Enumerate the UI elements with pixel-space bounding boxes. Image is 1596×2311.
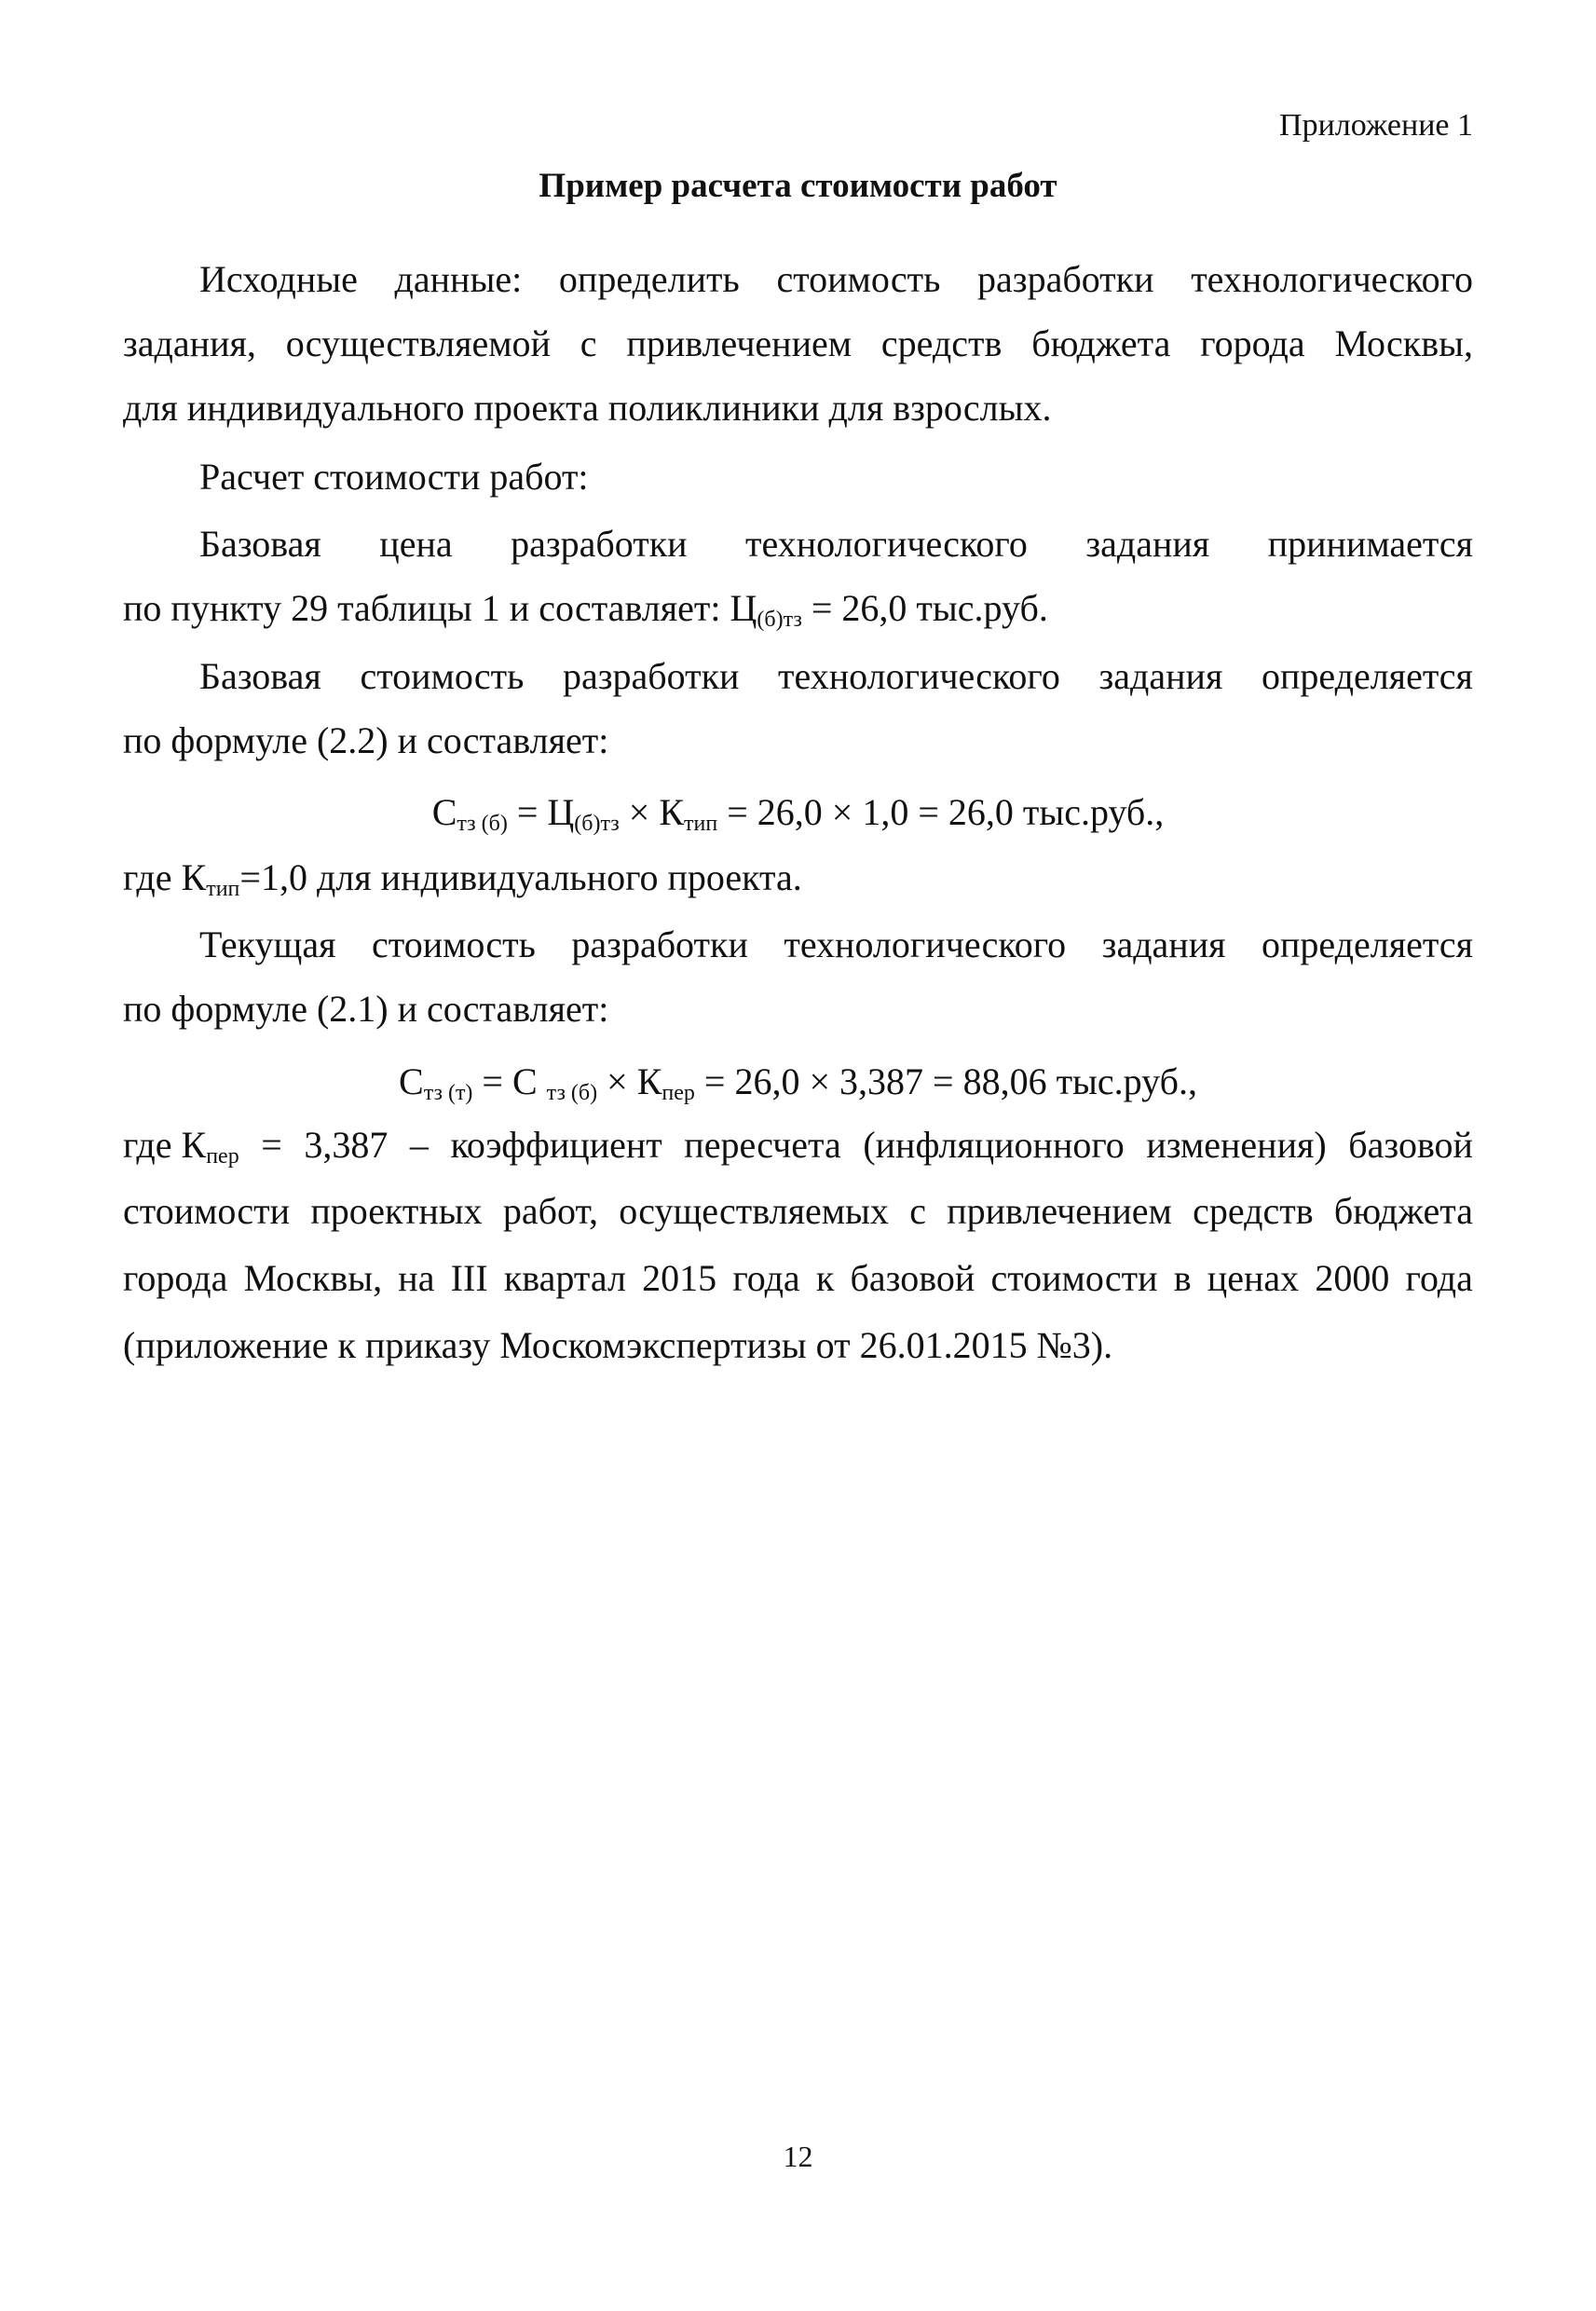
page-number: 12 [783,2140,813,2173]
word: пересчета [684,1124,841,1166]
word: года [1405,1257,1473,1299]
text: где К [123,1124,207,1166]
word: базовой [850,1257,975,1299]
formula-current-cost [0,1060,1596,1106]
text: по пункту 29 таблицы 1 и составляет: Ц [123,587,757,629]
word: осуществляемых [619,1190,889,1232]
word: работ, [502,1190,598,1232]
word: задания, [123,322,256,364]
word: разработки [977,258,1154,300]
word: технологического [784,923,1067,965]
formula-subscript: тип [684,812,718,836]
word: – [409,1124,429,1166]
word: технологического [778,655,1060,697]
word: III [450,1257,488,1299]
formula-result: = 26,0 × 1,0 = 26,0 тыс.руб., [717,791,1165,833]
formula-symbol: × К [619,791,685,833]
word: определяется [1262,923,1473,965]
formula-base-cost [0,790,1596,837]
word: = [261,1124,282,1166]
word: средств [1193,1190,1314,1232]
formula-subscript: тз (б) [546,1081,598,1105]
word: квартал [503,1257,626,1299]
word: средств [880,322,1003,364]
formula-symbol: С [399,1060,424,1102]
word: города [1200,322,1305,364]
word: 2015 [642,1257,717,1299]
text: = 26,0 тыс.руб. [801,587,1048,629]
appendix-label: Приложение 1 [1279,108,1473,143]
word: на [398,1257,435,1299]
formula-symbol: × К [597,1060,662,1102]
paragraph-current-cost-line-2: по формуле (2.1) и составляет: [123,988,609,1030]
page-title: Пример расчета стоимости работ [539,167,1057,205]
paragraph-current-cost-line-1 [199,923,1473,965]
formula-symbol: = Ц [507,791,575,833]
word: стоимость [360,655,525,697]
word: к [815,1257,835,1299]
word: базовой [1348,1124,1473,1166]
formula-subscript: (б)тз [574,812,620,836]
note-k-recalc-line-2 [123,1190,1473,1232]
word: задания [1098,655,1223,697]
word: города [123,1257,228,1299]
word: с [580,322,597,364]
note-k-recalc-line-3 [123,1257,1473,1299]
paragraph-calculation-heading: Расчет стоимости работ: [199,456,589,498]
word: Москвы, [243,1257,383,1299]
word: привлечением [626,322,853,364]
word: определить [558,258,740,300]
formula-subscript: пер [662,1081,695,1105]
word: стоимости [123,1190,291,1232]
subscript: тип [206,877,240,901]
paragraph-base-price-line-1 [199,523,1473,565]
word: разработки [511,523,688,565]
word: года [732,1257,800,1299]
formula-subscript: тз (б) [457,812,508,836]
word: разработки [571,923,748,965]
subscript: пер [206,1144,239,1169]
word: цена [379,523,453,565]
note-k-type [123,856,1473,901]
word: с [909,1190,926,1232]
word: стоимость [776,258,941,300]
word: Текущая [199,923,336,965]
word: проектных [310,1190,483,1232]
paragraph-base-price-line-2 [123,587,1473,632]
word: изменения) [1146,1124,1327,1166]
word: коэффициент [450,1124,662,1166]
text: =1,0 для индивидуального проекта. [239,856,802,898]
word [123,1124,239,1169]
word: Базовая [199,523,321,565]
text: где К [123,856,207,898]
word: стоимость [371,923,536,965]
word: 3,387 [304,1124,389,1166]
word: данные: [394,258,523,300]
word: (инфляционного [863,1124,1125,1166]
note-k-recalc-line-4: (приложение к приказу Москомэкспертизы от 26.01.2015 №3). [123,1324,1113,1366]
paragraph-base-cost-line-2: по формуле (2.2) и составляет: [123,719,609,761]
word: Исходные [199,258,358,300]
word: задания [1101,923,1226,965]
subscript: (б)тз [757,608,802,632]
formula-subscript: тз (т) [423,1081,473,1105]
formula-symbol: = С [472,1060,547,1102]
formula-result: = 26,0 × 3,387 = 88,06 тыс.руб., [694,1060,1197,1102]
word: 2000 [1315,1257,1390,1299]
word: Москвы, [1334,322,1473,364]
paragraph-initial-data-line-2 [123,322,1473,364]
word: ценах [1207,1257,1300,1299]
word: технологического [1191,258,1473,300]
word: задания [1085,523,1210,565]
word: в [1173,1257,1192,1299]
paragraph-initial-data-line-3: для индивидуального проекта поликлиники для взрослых. [123,387,1052,429]
paragraph-initial-data-line-1 [199,258,1473,300]
formula-symbol: С [431,791,457,833]
word: определяется [1261,655,1473,697]
word: бюджета [1333,1190,1473,1232]
word: осуществляемой [285,322,551,364]
word: привлечением [947,1190,1172,1232]
word: стоимости [990,1257,1158,1299]
paragraph-base-cost-line-1 [199,655,1473,697]
word: Базовая [199,655,321,697]
note-k-recalc-line-1 [123,1124,1473,1169]
word: бюджета [1031,322,1171,364]
word: принимается [1267,523,1473,565]
word: технологического [745,523,1028,565]
word: разработки [562,655,740,697]
